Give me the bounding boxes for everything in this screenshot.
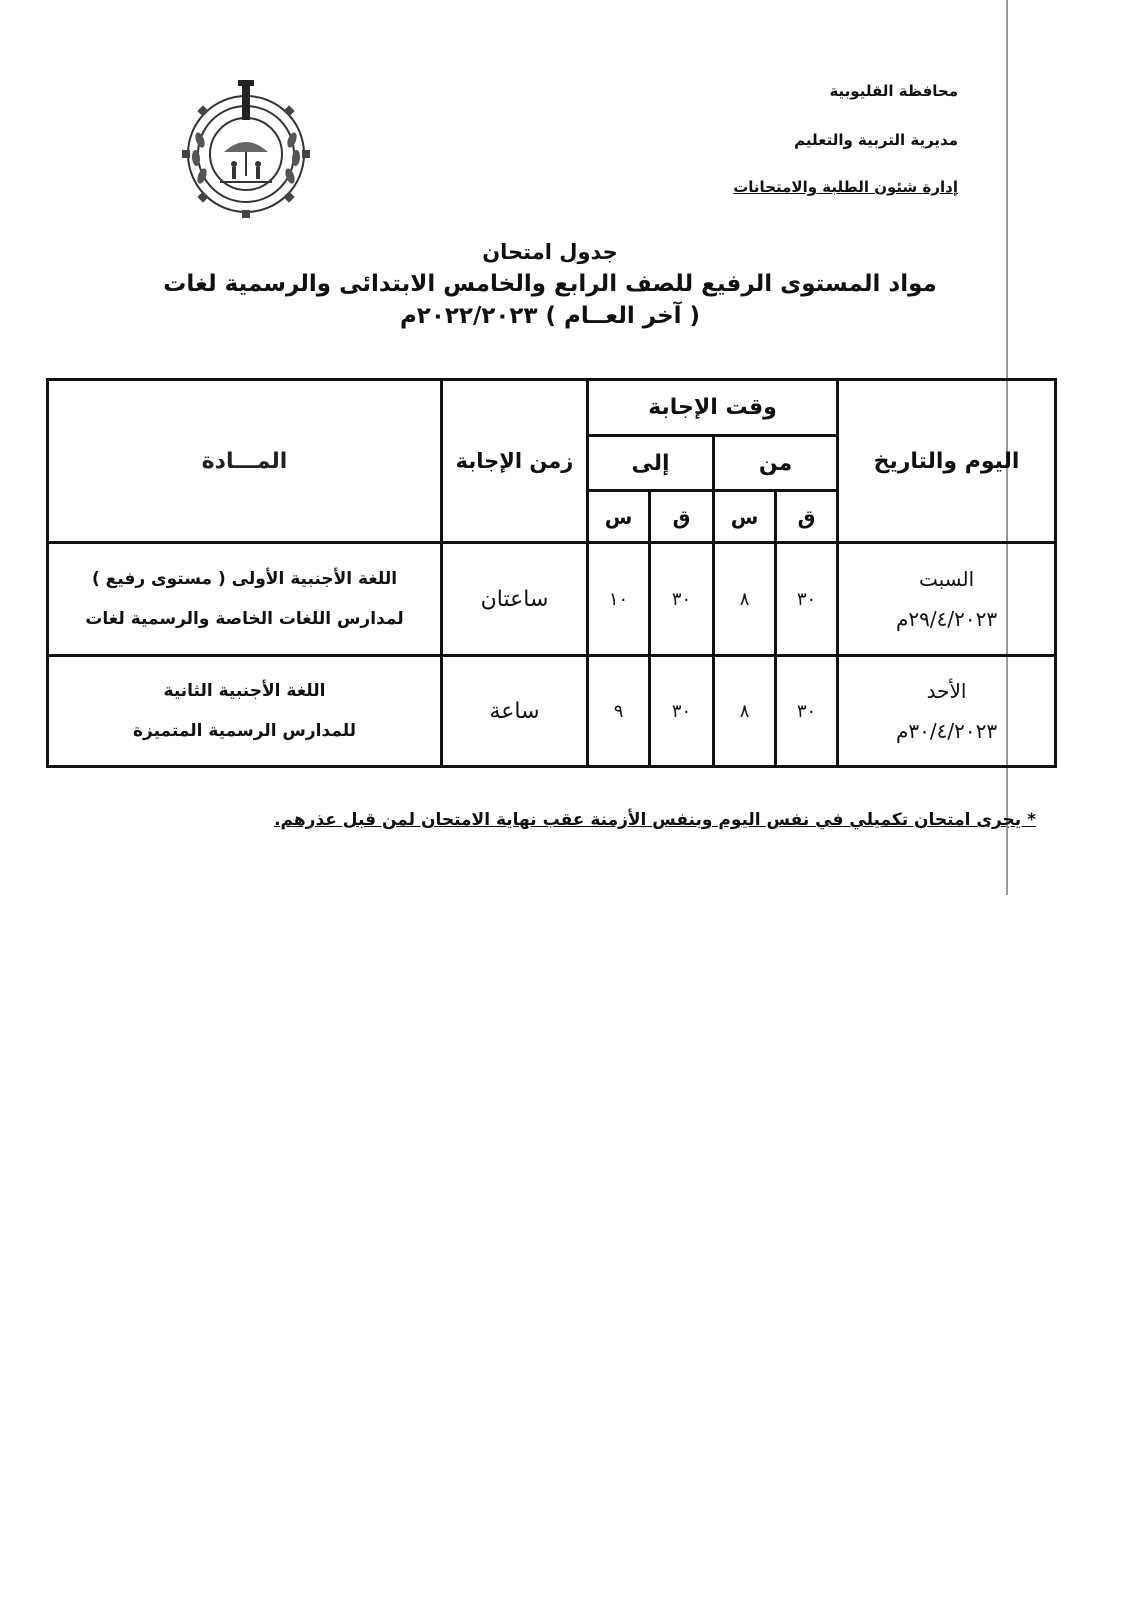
duration: ساعة [442, 656, 588, 767]
exam-date: ٢٩/٤/٢٠٢٣م [896, 607, 998, 632]
header-day-date: اليوم والتاريخ [838, 380, 1056, 543]
header-to-hour: س [588, 490, 650, 542]
duration: ساعتان [442, 543, 588, 656]
title-subtitle: مواد المستوى الرفيع للصف الرابع والخامس الابتدائى والرسمية لغات [163, 271, 937, 297]
from-minute: ٣٠ [776, 656, 838, 767]
subject-cell [48, 656, 442, 767]
exam-schedule-table [46, 378, 1057, 768]
title-period: ( آخر العــام ) ٢٠٢٢/٢٠٢٣م [399, 303, 701, 329]
header-from-hour: س [714, 490, 776, 542]
subject-line-2: للمدارس الرسمية المتميزة [132, 721, 357, 742]
subject-line-1: اللغة الأجنبية الثانية [163, 681, 326, 702]
directorate-seal-logo [166, 80, 326, 220]
day-name: السبت [918, 567, 975, 592]
subject-cell [48, 543, 442, 656]
subject-line-2: لمدارس اللغات الخاصة والرسمية لغات [85, 609, 404, 630]
table-row [48, 656, 1056, 767]
header-subject: المـــادة [48, 380, 442, 543]
to-minute: ٣٠ [650, 543, 714, 656]
header-to: إلى [588, 436, 714, 490]
header-duration: زمن الإجابة [442, 380, 588, 543]
from-hour: ٨ [714, 543, 776, 656]
subject-line-1: اللغة الأجنبية الأولى ( مستوى رفيع ) [91, 569, 398, 590]
footnote: * يجرى امتحان تكميلي في نفس اليوم وبنفس الأزمنة عقب نهاية الامتحان لمن قبل عذرهم. [274, 810, 1036, 830]
table-row [48, 543, 1056, 656]
header-to-minute: ق [650, 490, 714, 542]
header-answer-time: وقت الإجابة [588, 380, 838, 436]
from-minute: ٣٠ [776, 543, 838, 656]
to-minute: ٣٠ [650, 656, 714, 767]
to-hour: ١٠ [588, 543, 650, 656]
governorate-name: محافظة القليوبية [829, 82, 958, 100]
day-date-cell [838, 543, 1056, 656]
day-date-cell [838, 656, 1056, 767]
title-main: جدول امتحان [482, 240, 618, 264]
letterhead [628, 70, 958, 197]
to-hour: ٩ [588, 656, 650, 767]
department-name: إدارة شئون الطلبة والامتحانات [733, 178, 958, 196]
from-hour: ٨ [714, 656, 776, 767]
day-name: الأحد [926, 679, 967, 704]
document-title [150, 238, 950, 332]
header-row-1 [48, 380, 1056, 436]
directorate-name: مديرية التربية والتعليم [794, 131, 958, 149]
header-from-minute: ق [776, 490, 838, 542]
header-from: من [714, 436, 838, 490]
exam-date: ٣٠/٤/٢٠٢٣م [896, 719, 998, 744]
seal-icon [166, 80, 326, 220]
